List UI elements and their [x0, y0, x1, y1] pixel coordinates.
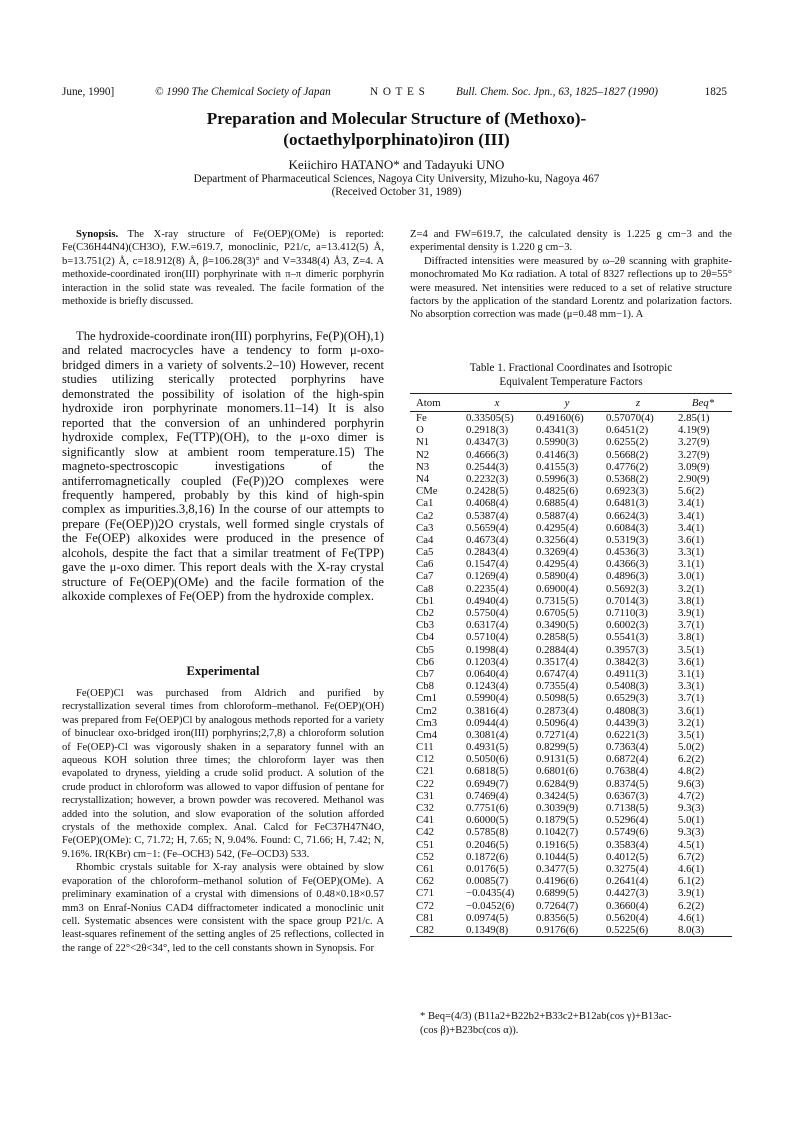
table-cell: 0.5296(4): [606, 814, 649, 827]
table-cell: 0.2232(3): [466, 472, 509, 485]
table-cell: 0.6002(3): [606, 619, 649, 632]
table-cell: 0.2884(4): [536, 643, 579, 656]
table-row: [410, 900, 732, 912]
table-cell: 0.5387(4): [466, 509, 509, 522]
table-cell: 0.0974(5): [466, 911, 509, 924]
atom-label: Cb2: [416, 607, 434, 619]
table-row: [410, 668, 732, 680]
table-row: [410, 485, 732, 497]
table-row: [410, 619, 732, 631]
table-cell: 5.0(2): [678, 741, 705, 754]
table-cell: 0.9176(6): [532, 924, 602, 937]
table-cell: 0.5750(4): [466, 607, 509, 619]
table-cell: 0.5225(6): [602, 924, 674, 937]
article-authors: Keiichiro HATANO* and Tadayuki UNO: [288, 157, 505, 172]
table-cell: 0.0944(4): [466, 716, 509, 729]
table-cell: 3.4(1): [678, 497, 705, 510]
table-cell: 0.2544(3): [466, 460, 509, 473]
table-cell: 0.5408(3): [606, 680, 649, 693]
table1-footnote: * Beq=(4/3) (B11a2+B22b2+B33c2+B12ab(cos γ)+B13ac- (cos β)+B23bc(cos α)).: [420, 1011, 672, 1036]
density-paragraph: Z=4 and FW=619.7, the calculated density is 1.225 g cm−3 and the experimental density is 1.220 g cm−3.: [410, 229, 732, 254]
table-cell: 0.4825(6): [536, 485, 579, 498]
atom-label: C41: [416, 814, 434, 827]
table-cell: 6.2(2): [678, 753, 705, 766]
table-cell: 0.5319(3): [606, 533, 649, 546]
atom-label: Ca1: [416, 497, 434, 510]
atom-label: Cm1: [416, 692, 437, 705]
table-cell: 0.5887(4): [536, 509, 579, 522]
table-cell: 0.1879(5): [536, 814, 579, 827]
table-row: [410, 692, 732, 704]
table-row: [410, 424, 732, 436]
table-cell: 0.1203(4): [466, 655, 509, 668]
table-cell: 0.4366(3): [606, 558, 649, 571]
atom-label: Ca5: [416, 546, 434, 559]
table-row: [410, 558, 732, 570]
table-cell: 0.1042(7): [536, 826, 579, 839]
table-cell: 0.7355(4): [536, 680, 579, 693]
table-cell: 0.2235(4): [466, 582, 509, 595]
table-cell: 0.5368(2): [606, 472, 649, 485]
table-cell: 0.6949(7): [466, 777, 509, 790]
table-row: [410, 436, 732, 448]
table-cell: 5.6(2): [678, 485, 705, 498]
atom-label: C82: [410, 924, 462, 937]
table-cell: 0.3957(3): [606, 643, 649, 656]
table-cell: 3.7(1): [678, 619, 705, 632]
table-cell: 0.5541(3): [606, 631, 649, 644]
table-cell: 8.0(3): [674, 924, 732, 937]
synopsis-label: Synopsis.: [76, 229, 119, 240]
experimental-paragraph-1: Fe(OEP)Cl was purchased from Aldrich and purified by recrystallization several times from chloroform–methanol. Fe(OEP)(OH) was prepared from Fe(OEP)Cl by analogous methods reported for a variety of binuclear oxo-bridged iron(III) porphyrins;2,7,8) a chloroform solution of Fe(OEP)-Cl was vigorously shaken in a separatory funnel with an aqueous KOH solution three times; the chloroform layer was then evapolated to dryness, yielding a crude solid product. A solution of the crude product in chloroform was allowed to vapor diffusion of pentane for recrystallization; however, a brown powder was recovered. Methanol was added into the solution, and slow evaporation of the solution afforded crystals of the methoxide complex. Anal. Calcd for FeC37H47N4O, Fe(OEP)(OMe): C, 71.72; H, 7.65; N, 9.04%. Found: C, 71.66; H, 7.42; N, 9.16%. IR(KBr) cm−1: (Fe–OCH3) 542, (Fe–OCD3) 533.: [62, 688, 384, 860]
table-cell: 3.09(9): [678, 460, 710, 473]
table-cell: 0.6084(3): [606, 521, 649, 534]
table-cell: 0.2641(4): [606, 875, 649, 888]
atom-label: Cb4: [416, 631, 434, 644]
table1-header-x: x: [462, 394, 532, 412]
table-cell: 0.5890(4): [536, 570, 579, 583]
atom-label: N4: [416, 472, 430, 485]
table-row: [410, 680, 732, 692]
table-row: [410, 875, 732, 887]
table-cell: 0.4911(3): [606, 667, 648, 680]
table-cell: 2.90(9): [678, 472, 710, 485]
table-cell: 3.8(1): [678, 631, 705, 644]
atom-label: Cb5: [416, 643, 434, 656]
table-row: [410, 644, 732, 656]
table-cell: 3.6(1): [678, 533, 705, 546]
table-cell: 0.2843(4): [466, 546, 509, 559]
table-cell: 0.7264(7): [536, 899, 579, 912]
table-cell: 3.4(1): [678, 509, 705, 522]
table-cell: 0.7014(3): [606, 594, 649, 607]
table-cell: 3.6(1): [678, 655, 705, 668]
table-cell: 0.4673(4): [466, 533, 509, 546]
table-cell: 0.6221(3): [606, 728, 649, 741]
table-cell: 0.4155(3): [536, 460, 579, 473]
table-cell: 0.1547(4): [466, 558, 509, 571]
table-cell: −0.0435(4): [466, 887, 515, 900]
table-row: [410, 851, 732, 863]
table-row: [410, 705, 732, 717]
table-row: [410, 717, 732, 729]
table-cell: 0.0085(7): [466, 875, 509, 888]
table1-header-z: z: [602, 394, 674, 412]
header-copyright: © 1990 The Chemical Society of Japan: [155, 86, 331, 98]
header-journal: Bull. Chem. Soc. Jpn., 63, 1825–1827 (1990): [456, 86, 658, 98]
table-cell: 0.7315(5): [536, 594, 579, 607]
table-cell: 0.4295(4): [536, 521, 579, 534]
atom-label: C72: [416, 899, 434, 912]
table-cell: 0.3583(4): [606, 838, 649, 851]
table-cell: 0.5990(4): [466, 692, 509, 705]
atom-label: Cb6: [416, 655, 434, 668]
table-row: [410, 595, 732, 607]
table-cell: 3.9(1): [678, 607, 705, 619]
table-cell: 0.4427(3): [606, 887, 649, 900]
table-cell: 0.8374(5): [606, 777, 649, 790]
table-cell: 0.4012(5): [606, 850, 649, 863]
table-cell: 0.3039(9): [536, 802, 579, 814]
table-cell: 0.6624(3): [606, 509, 649, 522]
atom-label: Ca2: [416, 509, 434, 522]
table-cell: 0.7638(4): [606, 765, 649, 778]
table-cell: 0.4146(3): [536, 448, 579, 461]
table-cell: 0.2428(5): [466, 485, 509, 498]
table-cell: 0.5710(4): [466, 631, 509, 644]
table-cell: 4.6(1): [678, 862, 705, 875]
table-cell: 0.1998(4): [466, 643, 509, 656]
table-cell: 0.4896(3): [606, 570, 649, 583]
table-cell: 6.2(2): [678, 899, 705, 912]
table-cell: 0.2858(5): [536, 631, 579, 644]
table-cell: 0.3424(5): [536, 789, 579, 802]
atom-label: O: [416, 424, 424, 437]
table-cell: 6.7(2): [678, 850, 705, 863]
table-row: [410, 790, 732, 802]
table-row: [410, 887, 732, 899]
table-row: [410, 863, 732, 875]
atom-label: C31: [416, 789, 434, 802]
table-row: [410, 497, 732, 509]
table-cell: 0.6705(5): [536, 607, 579, 619]
table-cell: 0.4536(3): [606, 546, 649, 559]
table-cell: 3.2(1): [678, 716, 705, 729]
table-cell: 3.0(1): [678, 570, 705, 583]
table1-header-beq: Beq*: [674, 394, 732, 412]
table-cell: 0.5620(4): [606, 911, 649, 924]
table-cell: 0.6000(5): [466, 814, 509, 827]
table-row: [410, 631, 732, 643]
table-row: [410, 912, 732, 924]
right-column-text: [410, 228, 732, 322]
table-row: [410, 583, 732, 595]
synopsis-text: The X-ray structure of Fe(OEP)(OMe) is reported: Fe(C36H44N4)(CH3O), F.W.=619.7, monoclinic, P21/c, a=13.412(5) Å, b=13.751(2) Å, c=18.912(8) Å, β=106.28(3)° and V=3348(4) Å3, Z=4. A methoxide-coordinated iron(III) porphyrinate with π–π dimeric porphyrin interaction in the solid state was revealed. The facile formation of the methoxide is briefly discussed.: [62, 229, 384, 308]
table1-caption: Table 1. Fractional Coordinates and Isotropic Equivalent Temperature Factors: [469, 362, 673, 388]
table-row: [410, 522, 732, 534]
table1-header-row: [410, 394, 732, 412]
table-cell: 0.3477(5): [536, 862, 579, 875]
table-cell: 0.3660(4): [606, 899, 649, 912]
table-cell: 3.3(1): [678, 680, 705, 693]
table-cell: 2.85(1): [678, 412, 710, 424]
atom-label: C11: [416, 741, 434, 754]
table-row: [410, 510, 732, 522]
table-cell: 0.1044(5): [536, 850, 579, 863]
table-cell: 0.7138(5): [606, 802, 649, 814]
table-cell: 0.3842(3): [606, 655, 649, 668]
atom-label: C21: [416, 765, 434, 778]
table-cell: 3.9(1): [678, 887, 705, 900]
table-cell: 0.6481(3): [606, 497, 649, 510]
table-cell: 4.8(2): [678, 765, 705, 778]
table-cell: 0.6367(3): [606, 789, 649, 802]
table-cell: 0.8299(5): [536, 741, 579, 754]
atom-label: Ca8: [416, 582, 434, 595]
header-date: June, 1990]: [62, 86, 115, 98]
table-cell: 0.6900(4): [536, 582, 579, 595]
atom-label: C62: [416, 875, 434, 888]
introduction: [62, 329, 384, 604]
atom-label: N2: [416, 448, 430, 461]
table-cell: 0.3081(4): [466, 728, 509, 741]
table-cell: 3.1(1): [678, 667, 705, 680]
table-cell: 4.5(1): [678, 838, 705, 851]
table-cell: 0.1269(4): [466, 570, 509, 583]
table-row: [410, 656, 732, 668]
table-cell: 0.5749(6): [606, 826, 649, 839]
header-section: N O T E S: [370, 86, 426, 98]
table-cell: 0.6885(4): [536, 497, 579, 510]
table-cell: 0.0176(5): [466, 862, 509, 875]
table-cell: 0.4439(3): [606, 716, 649, 729]
table-cell: 0.1243(4): [466, 680, 509, 693]
table-cell: 3.2(1): [678, 582, 705, 595]
table-cell: 0.9131(5): [536, 753, 579, 766]
table-cell: 3.27(9): [678, 448, 710, 461]
table-cell: 0.4940(4): [466, 594, 509, 607]
experimental-paragraph-2: Rhombic crystals suitable for X-ray analysis were obtained by slow evaporation of the chloroform–methanol solution of Fe(OEP)(OMe). A preliminary examination of a crystal with dimensions of 0.48×0.18×0.57 mm3 on Enraf-Nonius CAD4 diffractometer indicated a monoclinic unit cell. Systematic absences were consistent with the space group P21/c. A least-squares refinement of the setting angles of 25 reflections, collected in the range of 22°<2θ<34°, led to the cell constants shown in Synopsis. For: [62, 862, 384, 954]
table-cell: 0.7751(6): [466, 802, 509, 814]
table-cell: 0.4341(3): [536, 424, 579, 437]
table1-header-atom: Atom: [410, 394, 462, 412]
table-row: [410, 778, 732, 790]
table-cell: 0.5668(2): [606, 448, 649, 461]
table-row: [410, 741, 732, 753]
table-cell: 0.3269(4): [536, 546, 579, 559]
table-cell: 4.6(1): [678, 911, 705, 924]
atom-label: C71: [416, 887, 434, 900]
atom-label: N3: [416, 460, 430, 473]
table-cell: 3.7(1): [678, 692, 705, 705]
table-cell: 0.3275(4): [606, 862, 649, 875]
header-page-number: 1825: [704, 86, 727, 98]
table-cell: 0.3816(4): [466, 704, 509, 717]
table-cell: 0.6923(3): [606, 485, 649, 498]
atom-label: Cm4: [416, 728, 437, 741]
table-row: [410, 826, 732, 838]
table-cell: 0.4808(3): [606, 704, 649, 717]
table-row: [410, 753, 732, 765]
table-cell: 0.4196(6): [536, 875, 579, 888]
table-cell: 0.6899(5): [536, 887, 579, 900]
table-cell: −0.0452(6): [466, 899, 515, 912]
atom-label: C12: [416, 753, 434, 766]
table-cell: 0.4931(5): [466, 741, 509, 754]
synopsis: [62, 228, 384, 308]
atom-label: C51: [416, 838, 434, 851]
article-received-date: (Received October 31, 1989): [331, 186, 462, 198]
diffraction-paragraph: Diffracted intensities were measured by ω–2θ scanning with graphite-monochromated Mo Kα radiation. A total of 8327 reflections up to 2θ=55° were measured. Net intensities were reduced to a set of relative structure factors by the application of the standard Lorentz and polarization factors. No absorption correction was made (μ=0.48 mm−1). A: [410, 255, 732, 321]
table-cell: 0.57070(4): [606, 412, 654, 424]
table-row: [410, 839, 732, 851]
table-row: [410, 412, 732, 425]
table-cell: 0.6255(2): [606, 436, 649, 449]
table-cell: 0.5692(3): [606, 582, 649, 595]
table-cell: 0.6747(4): [536, 667, 579, 680]
table-cell: 0.5098(5): [536, 692, 579, 705]
table1-header-y: y: [532, 394, 602, 412]
table-cell: 3.3(1): [678, 546, 705, 559]
table-cell: 3.6(1): [678, 704, 705, 717]
table-cell: 9.3(3): [678, 802, 705, 814]
table1: [410, 393, 732, 937]
table-cell: 0.7110(3): [606, 607, 648, 619]
experimental-text: [62, 687, 384, 955]
table-cell: 0.33505(5): [466, 412, 514, 424]
atom-label: CMe: [416, 485, 438, 498]
table-row: [410, 546, 732, 558]
table-cell: 4.7(2): [678, 789, 705, 802]
table-cell: 0.6451(2): [606, 424, 649, 437]
atom-label: Cb8: [416, 680, 434, 693]
table-row: [410, 765, 732, 777]
atom-label: Ca3: [416, 521, 434, 534]
table-cell: 0.6872(4): [606, 753, 649, 766]
article-title: Preparation and Molecular Structure of (Methoxo)- (octaethylporphinato)iron (III): [206, 109, 587, 149]
table-cell: 0.1872(6): [466, 850, 509, 863]
table-cell: 0.4666(3): [466, 448, 509, 461]
running-header: [62, 86, 727, 102]
atom-label: Ca7: [416, 570, 434, 583]
table-cell: 0.5659(4): [466, 521, 509, 534]
atom-label: C61: [416, 862, 434, 875]
table-row: [410, 449, 732, 461]
table-row: [410, 534, 732, 546]
section-heading-experimental: Experimental: [186, 664, 260, 678]
intro-paragraph: The hydroxide-coordinate iron(III) porphyrins, Fe(P)(OH),1) and related macrocycles have a tendency to form μ-oxo-bridged dimers in a variety of solvents.2–10) However, recent studies utilizing sterically protected porphyrins have demonstrated the possibility of isolation of the high-spin hydroxide iron porphyrinate monomers.11–14) It is also reported that the conversion of an unhindered porphyrin hydroxide complex, Fe(TTP)(OH), to the μ-oxo dimer is significantly slow at ambient room temperature.15) The magneto-spectroscopic investigations of the antiferromagnetically coupled (Fe(P))2O complexes were frequently hampered, probably by this kind of high-spin complex as impurities.3,8,16) In the course of our attempts to prepare (Fe(OEP))2O crystals, well formed single crystals of the Fe(OEP) alkoxides were produced in the presence of alcohols, despite the fact that a similar treatment of Fe(TPP) gave the μ-oxo dimer. This report deals with the X-ray crystal structure of Fe(OEP)(OMe) and the facile formation of the alkoxide complexes of Fe(OEP) from the hydroxide complex.: [62, 329, 384, 604]
table-cell: 9.3(3): [678, 826, 705, 839]
table-cell: 0.4347(3): [466, 436, 509, 449]
table-cell: 0.8356(5): [536, 911, 579, 924]
table-cell: 3.8(1): [678, 594, 705, 607]
atom-label: Fe: [416, 412, 427, 424]
table-cell: 0.7271(4): [536, 728, 579, 741]
atom-label: N1: [416, 436, 430, 449]
table-cell: 0.3490(5): [536, 619, 579, 632]
table-cell: 9.6(3): [678, 777, 705, 790]
table-cell: 3.1(1): [678, 558, 705, 571]
atom-label: C52: [416, 850, 434, 863]
table-row: [410, 473, 732, 485]
table-cell: 0.6818(5): [466, 765, 509, 778]
atom-label: Ca4: [416, 533, 434, 546]
table-cell: 0.4068(4): [466, 497, 509, 510]
table-cell: 3.4(1): [678, 521, 705, 534]
table-row: [410, 924, 732, 937]
table-cell: 0.7363(4): [606, 741, 649, 754]
table-cell: 0.3517(4): [536, 655, 579, 668]
table-row: [410, 570, 732, 582]
table-cell: 0.0640(4): [466, 667, 509, 680]
table-cell: 0.2918(3): [466, 424, 509, 437]
atom-label: C42: [416, 826, 434, 839]
table-cell: 0.7469(4): [466, 789, 509, 802]
table-cell: 0.1349(8): [462, 924, 532, 937]
atom-label: Cb3: [416, 619, 434, 632]
table-cell: 0.49160(6): [536, 412, 584, 424]
table-row: [410, 461, 732, 473]
table-cell: 0.6317(4): [466, 619, 509, 632]
table-cell: 0.6529(3): [606, 692, 649, 705]
atom-label: Ca6: [416, 558, 434, 571]
table-cell: 0.1916(5): [536, 838, 579, 851]
atom-label: C81: [416, 911, 434, 924]
table-cell: 0.5096(4): [536, 716, 579, 729]
table-cell: 3.5(1): [678, 643, 705, 656]
table-cell: 3.5(1): [678, 728, 705, 741]
atom-label: Cb1: [416, 594, 434, 607]
atom-label: Cb7: [416, 667, 434, 680]
table-cell: 0.6801(6): [536, 765, 579, 778]
table-row: [410, 802, 732, 814]
table-row: [410, 607, 732, 619]
table-cell: 0.4295(4): [536, 558, 579, 571]
table-cell: 0.2046(5): [466, 838, 509, 851]
article-affiliation: Department of Pharmaceutical Sciences, Nagoya City University, Mizuho-ku, Nagoya 467: [193, 173, 600, 185]
table-cell: 0.6284(9): [536, 777, 579, 790]
table-cell: 0.3256(4): [536, 533, 579, 546]
atom-label: C32: [416, 802, 434, 814]
table-cell: 6.1(2): [678, 875, 705, 888]
table-cell: 0.5785(8): [466, 826, 509, 839]
table-row: [410, 729, 732, 741]
table-cell: 0.4776(2): [606, 460, 649, 473]
table-cell: 0.5996(3): [536, 472, 579, 485]
table-row: [410, 814, 732, 826]
table-cell: 5.0(1): [678, 814, 705, 827]
table-cell: 0.5990(3): [536, 436, 579, 449]
table-cell: 0.2873(4): [536, 704, 579, 717]
atom-label: Cm3: [416, 716, 437, 729]
table-cell: 3.27(9): [678, 436, 710, 449]
atom-label: C22: [416, 777, 434, 790]
atom-label: Cm2: [416, 704, 437, 717]
table-cell: 0.5050(6): [466, 753, 509, 766]
table-cell: 4.19(9): [678, 424, 710, 437]
